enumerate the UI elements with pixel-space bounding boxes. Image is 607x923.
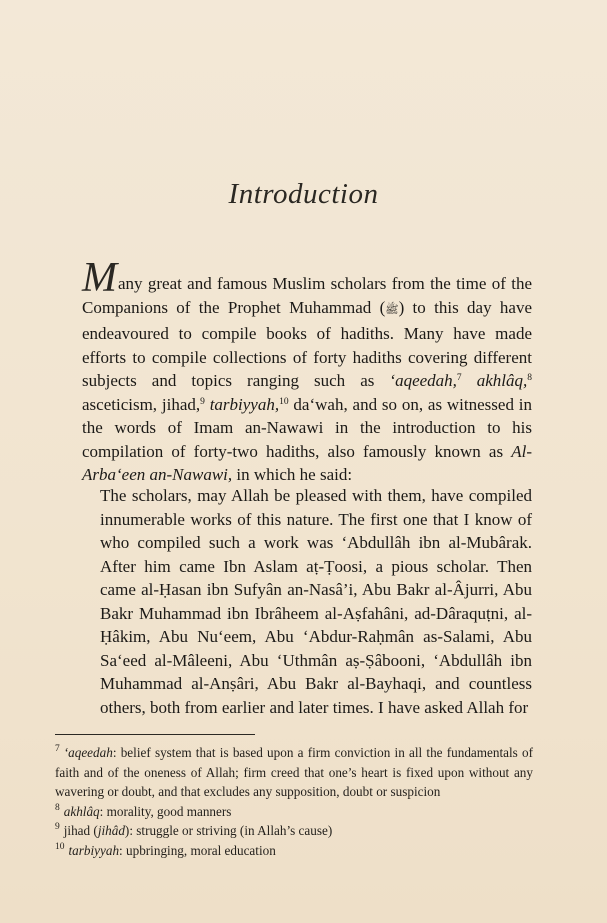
salutation-symbol: ﷺ: [385, 303, 399, 316]
footnote-ref: 9: [200, 396, 205, 407]
footnote-number: 7: [55, 744, 60, 754]
footnote-10: [55, 841, 533, 861]
footnote-ref: 10: [279, 396, 289, 407]
footnote-term: ‘aqeedah: [63, 745, 113, 760]
footnote-text: : belief system that is based upon a firm conviction in all the fundamentals of faith and of the oneness of Allah; firm creed that one’s heart is fixed upon without any wavering or doubt, and that excludes any supposition, doubt or suspicion: [55, 745, 533, 800]
text-segment: ) to this day have endeavoured to compile books of hadiths. Many have made efforts to compile collections of forty hadiths covering different subjects and topics ranging such as: [82, 297, 532, 390]
footnote-8: [55, 802, 533, 822]
footnote-number: 10: [55, 841, 65, 852]
footnote-number: 9: [55, 822, 60, 833]
footnote-number: 8: [55, 802, 60, 813]
text-segment: in which he said:: [232, 465, 353, 484]
footnotes: [55, 743, 533, 861]
intro-paragraph: [82, 255, 532, 487]
footnote-text: : morality, good manners: [99, 803, 232, 819]
footnote-7: [55, 743, 533, 802]
footnote-term: akhlâq: [63, 803, 100, 819]
text-segment: da‘wah, and so on, as witnessed in the words of Imam an-Nawawi in the introduction to his compilation of forty-two hadiths, also famously known as: [82, 394, 532, 461]
block-quote: The scholars, may Allah be pleased with them, have compiled innumerable works of this nature. The first one that I know of who compiled such a work was ‘Abdullâh ibn al-Mubârak. After him came Ibn Aslam aṭ-Ṭoosi, a pious scholar. Then came al-Ḥasan ibn Sufyân an-Nasâ’i, Abu Bakr al-Âjurri, Abu Bakr Muhammad ibn Ibrâheem al-Aṣfahâni, ad-Dâraquṭni, al-Ḥâkim, Abu Nu‘eem, Abu ‘Abdur-Raḥmân as-Salami, Abu Sa‘eed al-Mâleeni, Abu ‘Uthmân aṣ-Ṣâbooni, ‘Abdullâh ibn Muhammad al-Anṣâri, Abu Bakr al-Bayhaqi, and countless others, both from earlier and later times. I have asked Allah for: [100, 486, 532, 717]
chapter-title: Introduction: [228, 178, 379, 210]
footnote-term: tarbiyyah: [68, 842, 120, 858]
footnote-9: [55, 821, 533, 841]
text-segment: asceticism, jihad,: [82, 394, 201, 414]
footnote-prefix: jihad (: [63, 823, 98, 839]
footnote-text: : upbringing, moral education: [119, 842, 276, 858]
term-tarbiyyah: tarbiyyah,: [209, 394, 280, 414]
term-aqeedah: ‘aqeedah,: [389, 371, 457, 390]
footnote-ref: 7: [456, 373, 462, 383]
book-title: Al-Arba‘een an-Nawawi,: [82, 441, 532, 484]
footnote-term: jihâd: [97, 823, 125, 839]
footnote-divider: [55, 734, 255, 735]
text-segment: any great and famous Muslim scholars from the time of the Companions of the Prophet Muhammad (: [82, 274, 532, 317]
footnote-text: ): struggle or striving (in Allah’s cause): [124, 823, 333, 839]
drop-cap: M: [82, 255, 117, 301]
term-akhlaq: akhlâq,: [476, 371, 528, 390]
footnote-ref: 8: [527, 373, 532, 383]
